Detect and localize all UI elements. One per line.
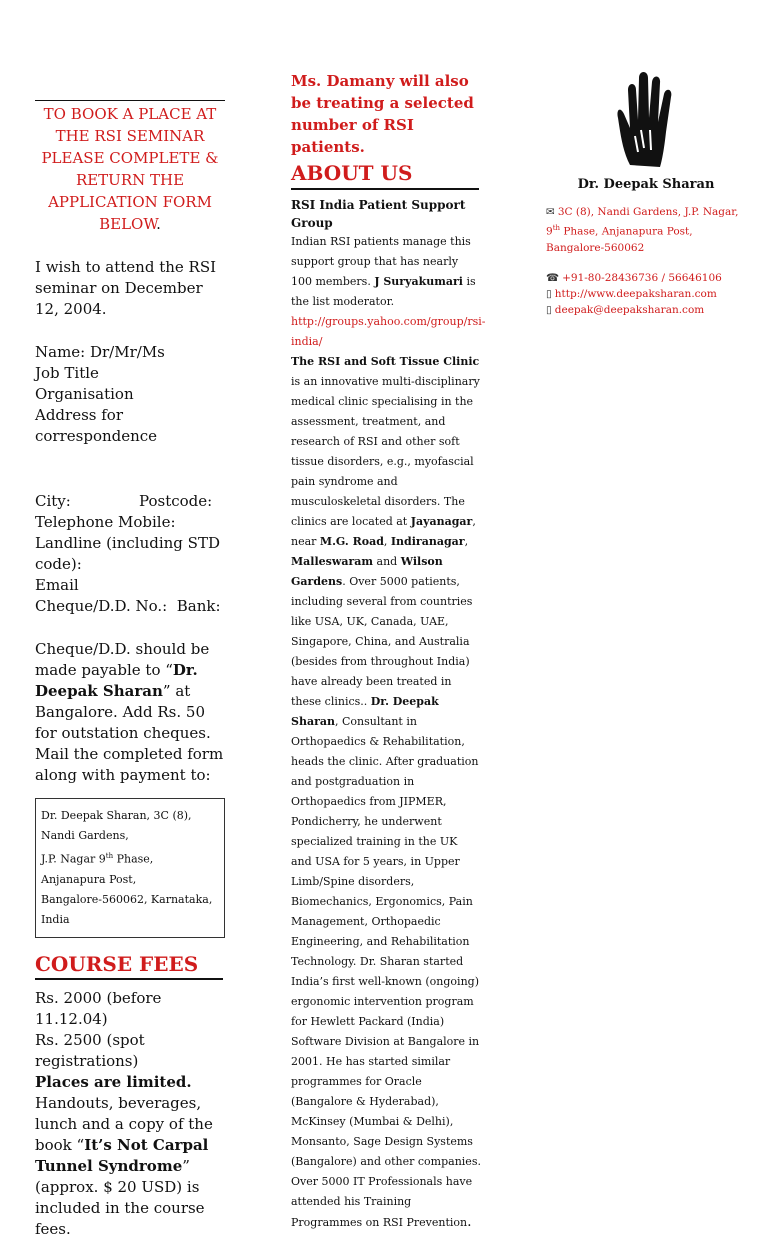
about-us-title: ABOUT US [291,161,413,185]
hand-logo [608,70,688,170]
contact-website[interactable]: http://www.deepaksharan.com [554,287,717,300]
city-postcode-row [35,491,225,512]
fee-spot: Rs. 2500 (spot registrations) [35,1030,145,1070]
email-field: Email [35,576,79,594]
doctor-bio: , Consultant in Orthopaedics & Rehabilitation, heads the clinic. After graduation and postgraduation in Orthopaedics from JIPMER, Pondicherry, he underwent specialized training in the UK and USA for 5 years, in Upper Limb/Spine disorders, Biomechanics, Ergonomics, Pain Management, Orthopaedic Engineering, and Rehabilitation Technology. Dr. Sharan started India’s first well-known (ongoing) ergonomic intervention program for Hewlett Packard (India) Software Division at Bangalore in 2001. He has started similar programmes for Oracle (Bangalore & Hyderabad), McKinsey (Mumbai & Delhi), Monsanto, Sage Design Systems (Bangalore) and other companies. Over 5000 IT Professionals have attended his Training Programmes on RSI Prevention [291,715,481,1229]
course-fees-rule [35,978,223,980]
doctor-heading: Dr. Deepak Sharan [577,177,715,192]
application-form [35,342,225,617]
course-fees-title: COURSE FEES [35,951,199,976]
payable-instructions [35,639,225,744]
group-url-link[interactable]: http://groups.yahoo.com/group/rsi-india/ [291,315,486,348]
payable-text-1: Cheque/D.D. should be made payable to “ [35,640,210,679]
hand-logo-graphic [608,70,688,170]
envelope-icon: ✉ [546,206,555,218]
mailing-address-line1: Dr. Deepak Sharan, 3C (8), Nandi Gardens, [41,809,192,842]
doctor-bio-end: . [467,1214,472,1230]
places-limited: Places are limited. [35,1072,192,1091]
separator-2: , [464,535,469,548]
contact-phone: +91-80-28436736 / 56646106 [562,271,722,284]
email-icon: ▯ [546,303,552,316]
contact-address-a: 3C (8), Nandi Gardens, J.P. Nagar, 9 [546,206,739,238]
postcode-field: Postcode: [139,492,213,510]
clinic-text-2: . Over 5000 patients, including several from countries like USA, UK, Canada, UAE, Singapore, China, and Australia (besides from throughout India) have already been treated in these clinics.. [291,575,473,708]
clinic-text-1: is an innovative multi-disciplinary medical clinic specialising in the assessment, treatment, and research of RSI and other soft tissue disorders, e.g., myofascial pain syndrome and musculoskeletal disorders. The clinics are located at [291,375,480,528]
city-field: City: [35,492,71,510]
telephone-field: Telephone Mobile: [35,513,176,531]
about-column [291,70,486,1233]
mailing-address-line2 [41,846,219,890]
attend-statement: I wish to attend the RSI seminar on December 12, 2004. [35,258,217,318]
about-body [291,232,486,1233]
name-field: Name: Dr/Mr/Ms [35,343,165,361]
landline-field: Landline (including STD code): [35,534,220,573]
group-text-1: Indian RSI patients manage this support group that has nearly 100 members. [291,235,471,288]
organisation-field: Organisation [35,385,134,403]
clinic-name: The RSI and Soft Tissue Clinic [291,355,480,368]
about-rule [291,188,479,190]
fees-inclusions [35,1093,225,1240]
telephone-icon: ☎ [546,271,560,284]
contact-details [546,204,746,318]
near-text: , near [291,515,476,548]
booking-title-period: . [156,215,161,233]
inclusions-text-1: Handouts, beverages, lunch and a copy of the book “ [35,1093,213,1154]
contact-address-sup: th [552,224,561,232]
mailing-address-line2b: Phase, Anjanapura Post, [41,852,154,886]
contact-column [546,70,746,318]
website-row [546,286,746,302]
cheque-bank-row [35,596,225,617]
support-group-title: RSI India Patient Support Group [291,198,466,230]
mail-instructions: Mail the completed form along with payment to: [35,745,224,784]
registration-column [35,100,225,1240]
mailing-address-line3: Bangalore-560062, Karnataka, India [41,892,213,926]
contact-email[interactable]: deepak@deepaksharan.com [554,303,705,316]
location-jayanagar: Jayanagar [410,515,473,528]
phone-row [546,270,746,286]
fee-early: Rs. 2000 (before 11.12.04) [35,988,162,1028]
globe-icon: ▯ [546,287,552,300]
doctor-name: Dr. Deepak Sharan [291,695,439,728]
location-mg-road: M.G. Road [319,535,384,548]
payable-text-2: ” at Bangalore. Add Rs. 50 for outstation cheques. [35,682,211,742]
damany-note: Ms. Damany will also be treating a selected number of RSI patients. [291,72,474,156]
and-text: and [373,555,401,568]
booking-title [35,101,225,235]
mailing-address-sup: th [105,852,114,860]
moderator-name: J Suryakumari [374,275,463,288]
email-row [546,302,746,318]
booking-title-text: TO BOOK A PLACE AT THE RSI SEMINAR PLEASE COMPLETE & RETURN THE APPLICATION FORM BELOW [41,105,219,233]
location-wilson-gardens: Wilson Gardens [291,555,443,588]
location-indiranagar: Indiranagar [390,535,465,548]
mailing-address-line2a: J.P. Nagar 9 [41,852,106,866]
contact-address-b: Phase, Anjanapura Post, Bangalore-560062 [546,225,693,254]
inclusions-text-2: ” (approx. $ 20 USD) is included in the course fees. [35,1156,205,1238]
location-malleswaram: Malleswaram [291,555,374,568]
job-title-field: Job Title [35,364,99,382]
bank-field: Bank: [176,597,221,615]
address-row [546,204,746,256]
payable-name: Dr. Deepak Sharan [35,661,198,700]
group-text-2: is the list moderator. [291,275,476,308]
book-title: It’s Not Carpal Tunnel Syndrome [35,1135,209,1175]
separator-1: , [383,535,391,548]
address-field: Address for correspondence [35,406,158,445]
mailing-address-box [35,798,225,938]
cheque-field: Cheque/D.D. No.: [35,597,168,615]
